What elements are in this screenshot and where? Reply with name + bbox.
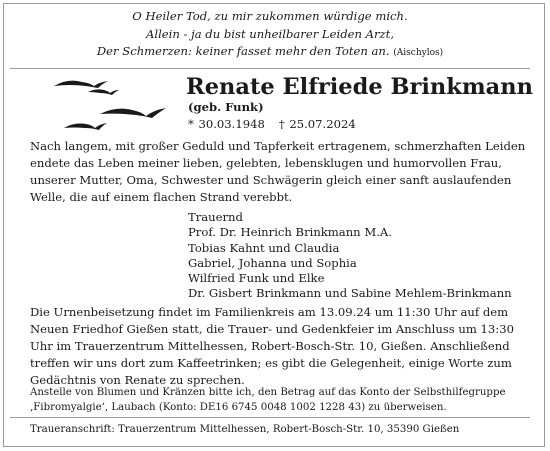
bird-icon [88,89,119,95]
text-line: Anstelle von Blumen und Kränzen bitte ich, den Betrag auf das Konto der Selbsthilfegruppe [30,387,506,398]
mourners-list [188,210,512,302]
text-line: ‚Fibromyalgie‘, Laubach (Konto: DE16 6745 0048 1002 1228 43) zu überweisen. [30,402,447,413]
poem-author: (Aischylos) [393,48,444,58]
text-line: endete das Leben meiner lieben, gelebten, lebensklugen und humorvollen Frau, [30,156,502,170]
mourning-address: Traueranschrift: Trauerzentrum Mittelhessen, Robert-Bosch-Str. 10, 35390 Gießen [30,424,460,435]
text-line: Neuen Friedhof Gießen statt, die Trauer- und Gedenkfeier im Anschluss um 13:30 [30,322,514,336]
mourner-name: Dr. Gisbert Brinkmann und Sabine Mehlem-Brinkmann [188,286,512,301]
death-date: † 25.07.2024 [278,117,356,131]
poem [10,8,530,63]
mourner-name: Tobias Kahnt und Claudia [188,240,340,255]
poem-line: O Heiler Tod, zu mir zukommen würdige mich. [132,9,408,23]
text-line: Welle, die auf einem flachen Strand verebbt. [30,190,293,204]
bird-icon [64,123,107,130]
poem-line-text: Der Schmerzen: keiner fasset mehr den Toten an. [96,44,390,58]
text-line: Gedächtnis von Renate zu sprechen. [30,373,245,387]
text-line: unserer Mutter, Oma, Schwester und Schwägerin gleich einer sanft auslaufenden [30,173,512,187]
mourner-name: Wilfried Funk und Elke [188,271,325,286]
birth-date: * 30.03.1948 [188,117,265,131]
donation-text [30,385,506,415]
divider [10,68,530,69]
maiden-name: (geb. Funk) [188,100,264,114]
bird-icon [100,108,166,118]
mourner-name: Prof. Dr. Heinrich Brinkmann M.A. [188,225,392,240]
divider [10,417,530,418]
text-line: Uhr im Trauerzentrum Mittelhessen, Robert-Bosch-Str. 10, Gießen. Anschließend [30,339,510,353]
deceased-name: Renate Elfriede Brinkmann [186,74,533,100]
funeral-text [30,304,514,389]
text-line: treffen wir uns dort zum Kaffeetrinken; es gibt die Gelegenheit, einige Worte zum [30,356,512,370]
mourners-heading: Trauernd [188,210,243,224]
announcement-text [30,138,525,206]
flying-birds-illustration [48,70,188,140]
life-dates [188,117,370,131]
poem-line [10,43,530,63]
bird-icon [54,81,108,88]
mourner-name: Gabriel, Johanna und Sophia [188,255,357,270]
text-line: Nach langem, mit großer Geduld und Tapferkeit ertragenem, schmerzhaften Leiden [30,139,526,153]
poem-line: Allein - ja du bist unheilbarer Leiden Arzt, [145,26,394,41]
text-line: Die Urnenbeisetzung findet im Familienkreis am 13.09.24 um 11:30 Uhr auf dem [30,305,509,319]
